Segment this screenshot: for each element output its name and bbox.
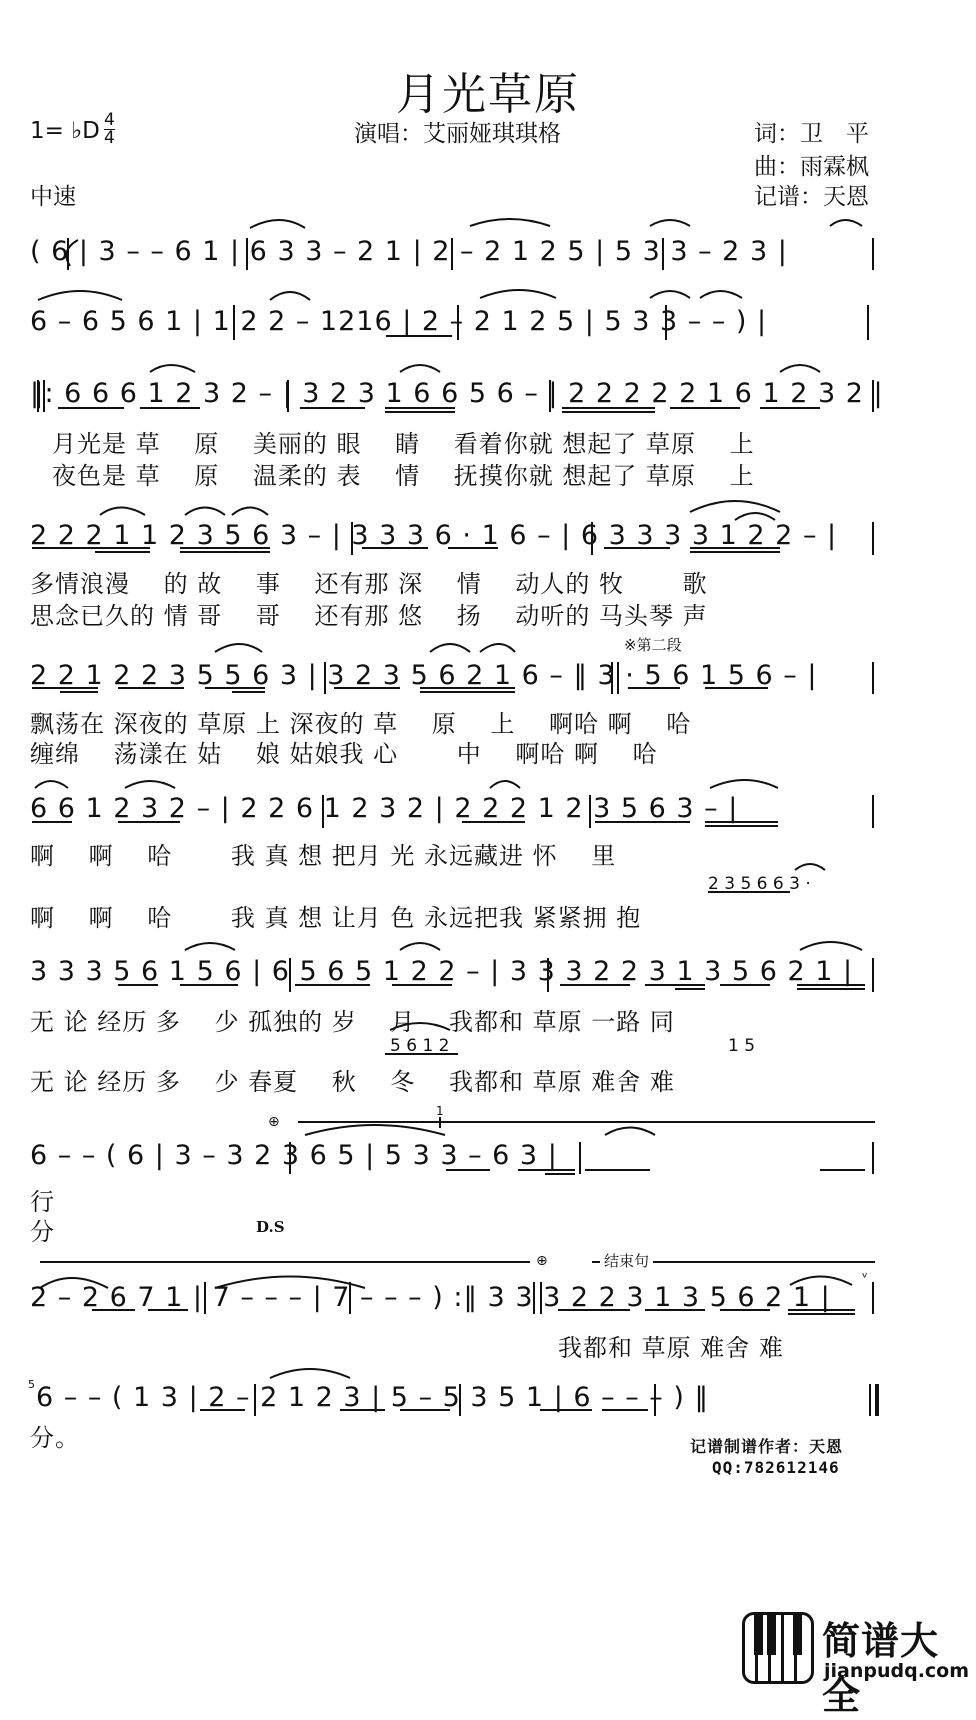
lyrics-verse-1: 我都和 草原 难舍 难 <box>558 1334 784 1362</box>
qq-contact: QQ:782612146 <box>712 1458 840 1477</box>
alternate-notes: 2 3 5 6 6 3 · <box>708 874 811 894</box>
lyrics-verse-1: 月光是 草 原 美丽的 眼 睛 看着你就 想起了 草原 上 <box>52 430 755 458</box>
site-url: jianpudq.com <box>824 1660 970 1682</box>
lyrics-verse-1: 无 论 经历 多 少 孤独的 岁 月 我都和 草原 一路 同 <box>30 1008 675 1036</box>
notation-line: 6 – – ( 6 | 3 – 3 2 3 6 5 | 5 3 3 – 6 3 | <box>30 1140 558 1171</box>
site-name: 简谱大全 <box>822 1619 940 1718</box>
tempo-marking: 中速 <box>30 184 76 210</box>
time-signature-bottom: 4 <box>104 128 115 148</box>
lyrics-verse-2: 思念已久的 情 哥 哥 还有那 悠 扬 动听的 马头琴 声 <box>30 602 708 630</box>
composer-credit: 曲：雨霖枫 <box>754 154 869 180</box>
coda-sign-icon: ⊕ <box>268 1114 280 1130</box>
lyrics-verse-1: 分。 <box>30 1424 80 1452</box>
singer-credit: 演唱：艾丽娅琪琪格 <box>354 121 561 147</box>
lyrics-verse-1: 行 <box>30 1188 55 1216</box>
site-logo <box>742 1610 970 1718</box>
notation-line: ( 6 | 3 – – 6 1 | 6 3 3 – 2 1 | 2 – 2 1 2 5 | 5 3 3 – 2 3 | <box>30 236 788 267</box>
notation-line: 2 2 1 2 2 3 5 5 6 3 | 3 2 3 5 6 2 1 6 – ‖ 3 · 5 6 1 5 6 – | <box>30 660 818 691</box>
ending-label: 结束句 <box>600 1250 653 1271</box>
alternate-notes: 1 5 <box>728 1036 756 1056</box>
time-signature <box>104 112 115 147</box>
notation-line: ‖: 6 6 6 1 2 3 2 – | 3 2 3 1 6 6 5 6 – | 2 2 2 2 2 1 6 1 2 3 2 | <box>30 378 884 409</box>
grace-note: 5 <box>28 1378 35 1391</box>
lyrics-verse-2: 啊 啊 哈 我 真 想 让月 色 永远把我 紧紧拥 抱 <box>30 904 642 932</box>
notation-author-credit: 记谱制谱作者：天恩 <box>690 1437 844 1456</box>
dal-segno-mark: D.S <box>256 1218 285 1236</box>
notation-line: 6 – 6 5 6 1 | 1 2 2 – 1216 | 2 – 2 1 2 5 | 5 3 3 – – ) | <box>30 306 768 337</box>
key-signature <box>30 118 100 144</box>
alternate-notes: 5 6 1 2 <box>390 1036 450 1056</box>
lyrics-verse-1: 飘荡在 深夜的 草原 上 深夜的 草 原 上 啊哈 啊 哈 <box>30 710 692 738</box>
breath-mark-icon: ᵛ <box>862 1270 868 1286</box>
transcriber-credit: 记谱：天恩 <box>754 184 869 210</box>
lyrics-verse-2: 缠绵 荡漾在 姑 娘 姑娘我 心 中 啊哈 啊 哈 <box>30 740 658 768</box>
notation-line: 6 6 1 2 3 2 – | 2 2 6 1 2 3 2 | 2 2 2 1 2 3 5 6 3 – | <box>30 793 739 824</box>
lyrics-verse-2: 无 论 经历 多 少 春夏 秋 冬 我都和 草原 难舍 难 <box>30 1068 675 1096</box>
coda-sign-icon: ⊕ <box>536 1253 548 1269</box>
notation-line: 6 – – ( 1 3 | 2 – 2 1 2 3 | 5 – 5 3 5 1 | 6 – – – ) ‖ <box>36 1382 709 1413</box>
notation-line: 2 2 2 1 1 2 3 5 6 3 – | 3 3 3 6 · 1 6 – | 6 3 3 3 3 1 2 2 – | <box>30 520 838 551</box>
lyrics-verse-2: 夜色是 草 原 温柔的 表 情 抚摸你就 想起了 草原 上 <box>52 462 755 490</box>
time-signature-top: 4 <box>104 110 115 130</box>
notation-line: 2 – 2 6 7 1 | 7 – – – | 7 – – – ) :‖ 3 3 3 2 2 3 1 3 5 6 2 1 | <box>30 1282 831 1313</box>
piano-keys-icon <box>742 1612 814 1684</box>
lyrics-verse-2: 分 <box>30 1218 55 1246</box>
lyrics-verse-1: 多情浪漫 的 故 事 还有那 深 情 动人的 牧 歌 <box>30 570 708 598</box>
key-label: 1= ♭D <box>30 118 100 144</box>
notation-line: 3 3 3 5 6 1 5 6 | 6 5 6 5 1 2 2 – | 3 3 3 2 2 3 1 3 5 6 2 1 | <box>30 956 854 987</box>
volta-number: 1 <box>436 1104 444 1118</box>
segment-marker: ※第二段 <box>624 636 682 654</box>
song-title: 月光草原 <box>396 69 580 120</box>
lyricist-credit: 词：卫 平 <box>754 121 869 147</box>
lyrics-verse-1: 啊 啊 哈 我 真 想 把月 光 永远藏进 怀 里 <box>30 842 617 870</box>
